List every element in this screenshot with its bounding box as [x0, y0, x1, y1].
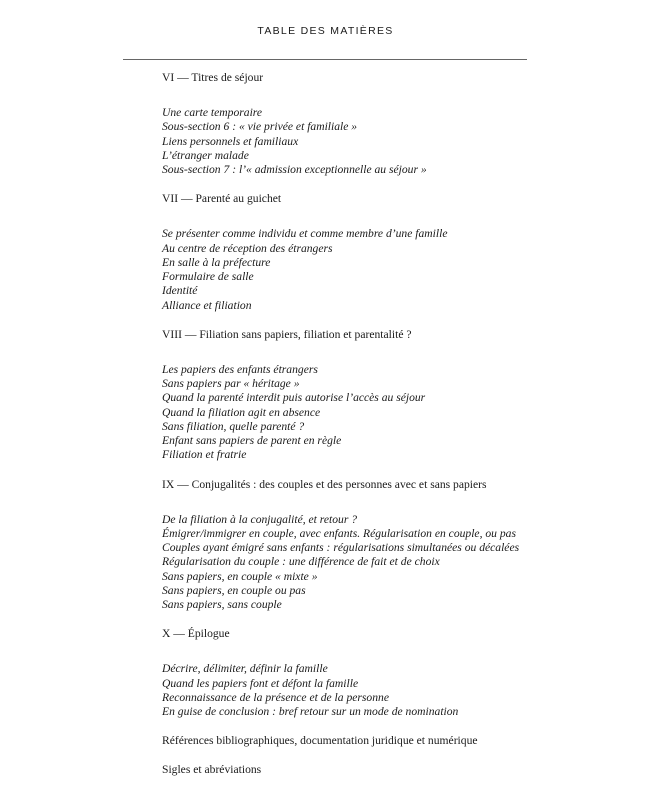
toc-entry[interactable]: Liens personnels et familiaux: [162, 134, 299, 148]
toc-entry[interactable]: Formulaire de salle: [162, 270, 254, 283]
toc-entry[interactable]: Alliance et filiation: [162, 298, 252, 312]
toc-entry[interactable]: Sans filiation, quelle parenté ?: [162, 419, 305, 433]
toc-entry[interactable]: Sans papiers, en couple ou pas: [162, 583, 306, 597]
chapter-title[interactable]: X — Épilogue: [162, 627, 230, 641]
toc-entry[interactable]: Quand la parenté interdit puis autorise l’accès au séjour: [162, 391, 426, 405]
chapter-ix: [162, 477, 632, 613]
toc-entry[interactable]: Au centre de réception des étrangers: [162, 241, 333, 255]
backmatter-references[interactable]: Références bibliographiques, documentation juridique et numérique: [162, 734, 478, 748]
toc-entry[interactable]: Décrire, délimiter, définir la famille: [162, 662, 328, 676]
chapter-title[interactable]: VII — Parenté au guichet: [162, 192, 282, 206]
table-of-contents: [162, 70, 632, 778]
toc-entry[interactable]: Quand la filiation agit en absence: [162, 405, 321, 419]
toc-entry[interactable]: Couples ayant émigré sans enfants : régularisations simultanées ou décalées: [162, 541, 520, 554]
chapter-x: [162, 626, 632, 719]
toc-entry[interactable]: Sans papiers par « héritage »: [162, 377, 300, 390]
toc-entry[interactable]: Se présenter comme individu et comme membre d’une famille: [162, 227, 448, 241]
toc-entry[interactable]: Régularisation du couple : une différence de fait et de choix: [162, 555, 440, 569]
toc-entry[interactable]: Sous-section 6 : « vie privée et familiale »: [162, 120, 358, 134]
toc-entry[interactable]: Les papiers des enfants étrangers: [162, 362, 318, 376]
toc-entry[interactable]: Quand les papiers font et défont la famille: [162, 676, 359, 690]
chapter-entries: [162, 662, 632, 719]
toc-entry[interactable]: Enfant sans papiers de parent en règle: [162, 434, 342, 447]
toc-entry[interactable]: Sans papiers, en couple « mixte »: [162, 569, 318, 583]
toc-entry[interactable]: Une carte temporaire: [162, 106, 263, 119]
toc-entry[interactable]: Émigrer/immigrer en couple, avec enfants. Régularisation en couple, ou pas: [162, 526, 516, 540]
toc-entry[interactable]: Reconnaissance de la présence et de la personne: [162, 690, 389, 704]
chapter-entries: [162, 227, 632, 313]
chapter-vi: [162, 70, 632, 177]
running-head: TABLE DES MATIÈRES: [257, 25, 394, 37]
chapter-entries: [162, 106, 632, 177]
toc-entry[interactable]: Sous-section 7 : l’« admission exceptionnelle au séjour »: [162, 163, 427, 176]
backmatter-abbreviations[interactable]: Sigles et abréviations: [162, 763, 262, 777]
toc-entry[interactable]: En salle à la préfecture: [162, 255, 271, 269]
toc-entry[interactable]: De la filiation à la conjugalité, et retour ?: [162, 512, 358, 526]
chapter-title[interactable]: VI — Titres de séjour: [162, 71, 264, 84]
toc-entry[interactable]: Identité: [162, 284, 198, 298]
chapter-vii: [162, 191, 632, 313]
toc-entry[interactable]: L’étranger malade: [162, 148, 249, 162]
chapter-entries: [162, 513, 632, 613]
chapter-entries: [162, 363, 632, 463]
toc-entry[interactable]: Sans papiers, sans couple: [162, 598, 282, 611]
chapter-viii: [162, 327, 632, 463]
toc-entry[interactable]: Filiation et fratrie: [162, 448, 247, 462]
chapter-title[interactable]: VIII — Filiation sans papiers, filiation et parentalité ?: [162, 327, 412, 341]
chapter-title[interactable]: IX — Conjugalités : des couples et des personnes avec et sans papiers: [162, 477, 487, 491]
toc-entry[interactable]: En guise de conclusion : bref retour sur un mode de nomination: [162, 705, 459, 718]
header-rule: [123, 59, 527, 60]
